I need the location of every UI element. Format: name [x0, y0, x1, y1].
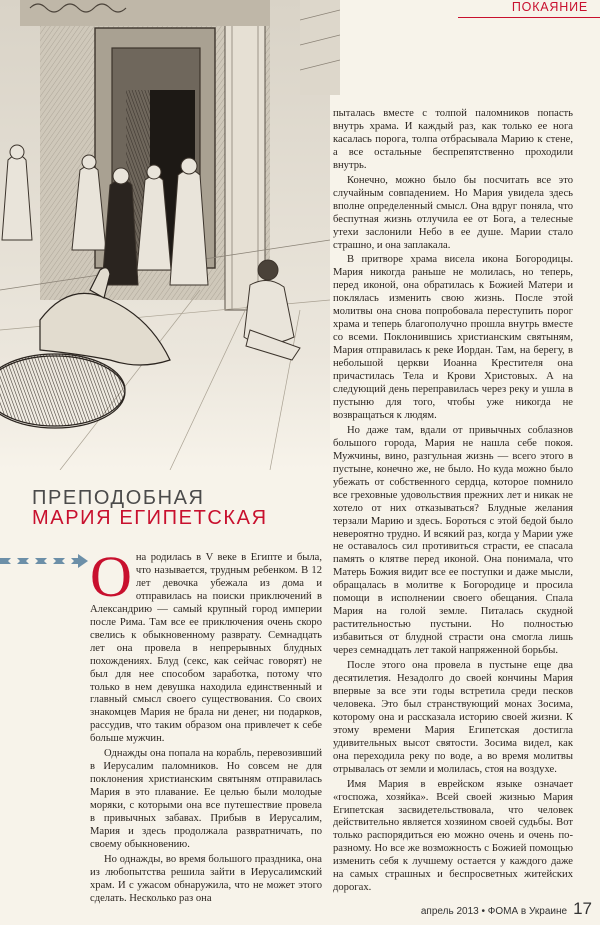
title-line-1: ПРЕПОДОБНАЯ	[32, 487, 205, 509]
ornament-icon	[0, 544, 90, 578]
paragraph: пыталась вместе с толпой паломников попасть внутрь храма. И каждый раз, как только ее нога касалась порога, толпа отбрасывала Марию к стене, а все остальные беспрепятственно проходили внутрь.	[333, 108, 573, 171]
paragraph: В притворе храма висела икона Богородицы. Мария никогда раньше не молилась, но теперь, перед иконой, она обратилась к Божией Матери и поклялась изменить свою жизнь. После этой молитвы она снова попробовала переступить порог храма и теперь благополучно прошла внутрь вместе со всеми. Поклонившись христианским святыням, Мария отправилась к реке Иордан. Там, на берегу, в небольшой церкви Иоанна Крестителя она причастилась Тела и Крови Христовых. А на следующий день переправилась через реку и ушла в пустыню для того, чтобы уже никогда не возвращаться к людям.	[333, 254, 573, 421]
paragraph: Но однажды, во время большого праздника, она из любопытства решила зайти в Иерусалимский храм. И с ужасом обнаружила, что не может этого сделать. Несколько раз она	[90, 853, 322, 904]
paragraph: Конечно, можно было бы посчитать все это случайным совпадением. Но Мария увидела здесь вполне определенный смысл. Она вдруг поняла, что беспутная жизнь отлучила ее от Бога, а телесные утехи заслонили Небо в ее душе. Марии стало страшно, и она заплакала.	[333, 174, 573, 251]
paragraph: Однажды она попала на корабль, перевозивший в Иерусалим паломников. Но совсем не для поклонения христианским святыням отправилась Мария в это плавание. Ее целью были молодые моряки, с которыми она все путешествие провела в привычных забавах. Прибыв в Иерусалим, Мария и здесь продолжала развратничать, по своему обыкновению.	[90, 748, 322, 850]
text-column-left	[90, 544, 322, 906]
paragraph: Но даже там, вдали от привычных соблазнов большого города, Мария не нашла себе покоя. Мужчины, вино, разгульная жизнь — всего этого в пустыне, конечно же, не было. Но куда можно было убежать от собственного сердца, которое помнило все греховные удовольствия прежних лет и никак не хотело от них отказываться? Блудные желания терзали Марию и здесь. Бороться с этой бедой было невероятно трудно. И всякий раз, когда у Марии уже не оставалось сил противиться страсти, ее спасала память о клятве перед иконой. Она понимала, что Матерь Божия видит все ее поступки и даже мысли, обращалась в молитве к Богородице и просила помощи в исполнении своего обещания. Спала Мария на голой земле. Питалась скудной растительностью пустыни. Но полностью избавиться от блудной страсти она смогла лишь через семнадцать лет такой напряженной борьбы.	[333, 424, 573, 657]
text-column-right	[333, 108, 573, 895]
page-footer	[421, 900, 592, 917]
paragraph-text: на родилась в V веке в Египте и была, что называется, трудным ребенком. В 12 лет девочка убежала из дома и отправилась на поиски приключений в Александрию — самый крупный город империи после Рима. Там все ее приключения очень скоро свелись к обыкновенному разврату. Семнадцать лет она провела в непрерывных блудных похождениях. Блуд (секс, как сейчас говорят) не был для нее способом заработка, потому что только в нем девушка находила единственный и главный смысл своего существования. Со своих знакомцев Мария не брала ни денег, ни подарков, рассудив, что таким образом она привлечет к себе больше мужчин.	[90, 552, 322, 745]
article-title	[32, 488, 268, 528]
page-number: 17	[573, 899, 592, 918]
issue-info: апрель 2013 • ФОМА в Украине	[420, 906, 568, 917]
temple-crowd-illustration	[0, 0, 330, 470]
paragraph: После этого она провела в пустыне еще два десятилетия. Незадолго до своей кончины Мария впервые за все эти годы встретила среди песков человека. Это был странствующий монах Зосима, которому она и рассказала историю своей жизни. К этому времени Мария Египетская достигла удивительных высот святости. Зосима видел, как она переходила реку по воде, а во время молитвы отрывалась от земли и молилась, стоя на воздухе.	[333, 660, 573, 775]
title-line-2: МАРИЯ ЕГИПЕТСКАЯ	[32, 507, 268, 529]
section-label: ПОКАЯНИЕ	[511, 0, 588, 14]
paragraph	[90, 544, 322, 746]
drop-cap: О	[90, 544, 132, 609]
header-rule	[458, 17, 600, 18]
sketch-fragment	[300, 0, 340, 95]
paragraph: Имя Мария в еврейском языке означает «госпожа, хозяйка». Всей своей жизнью Мария Египетская засвидетельствовала, что человек действительно является хозяином своей судьбы. Вот только распорядиться ею можно очень и очень по-разному. Но все же возможность с Божией помощью изменить себя к лучшему остается у каждого даже на самых страшных и беспросветных житейских дорогах.	[333, 778, 573, 894]
